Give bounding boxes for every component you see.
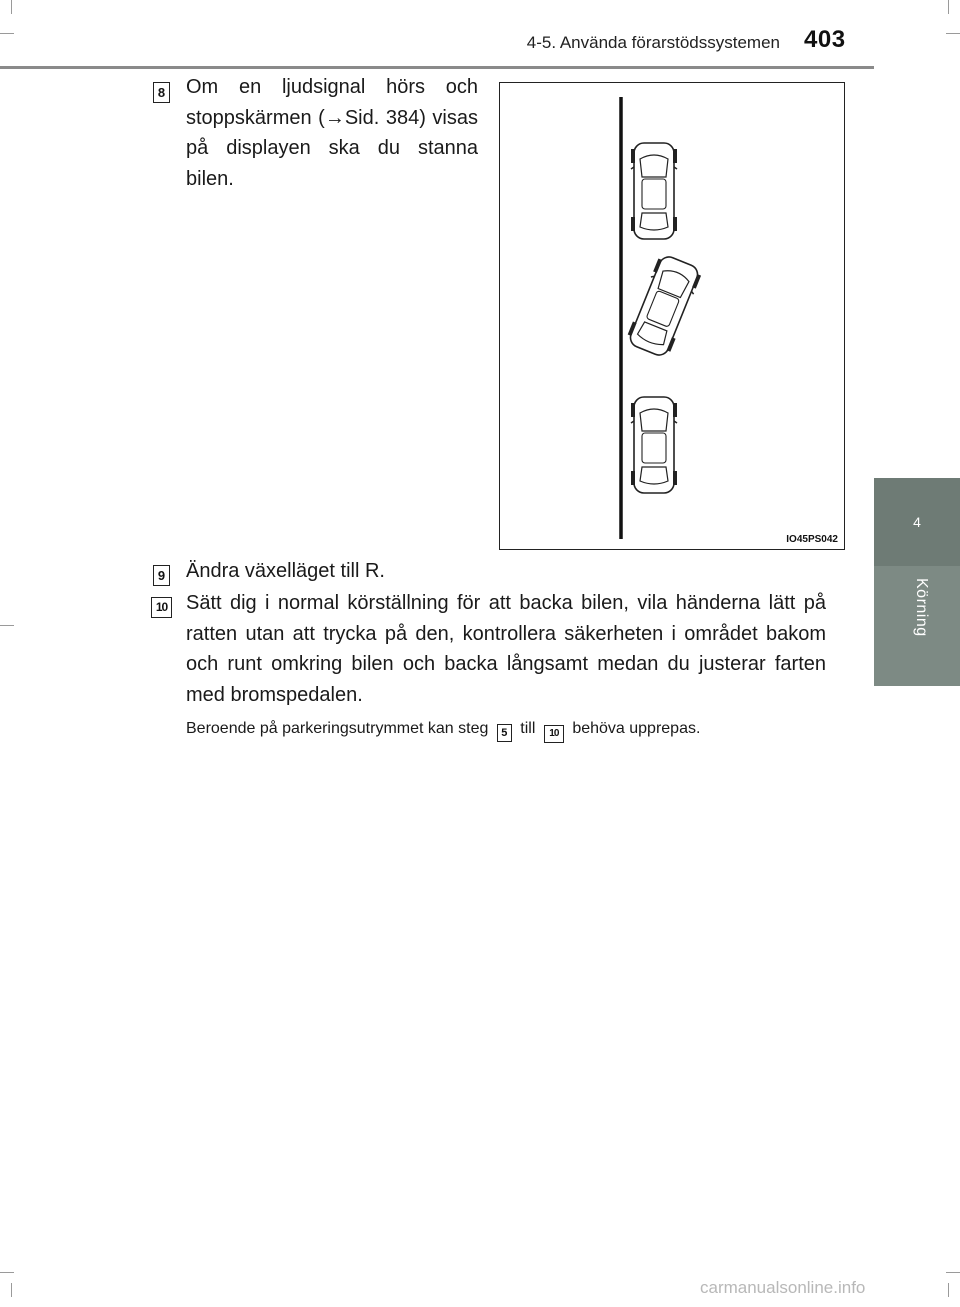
- parallel-parking-diagram: [499, 82, 845, 550]
- crop-mark: [948, 0, 949, 14]
- note-step-to: 10: [544, 725, 564, 743]
- note-text-middle: till: [520, 720, 536, 737]
- watermark: carmanualsonline.info: [700, 1278, 866, 1297]
- crop-mark: [948, 1283, 949, 1297]
- step-9-text: Ändra växelläget till R.: [186, 560, 385, 582]
- step-number-9: 9: [153, 565, 170, 586]
- crop-mark: [11, 1283, 12, 1297]
- crop-mark: [946, 1272, 960, 1273]
- step-10-text: Sätt dig i normal körställning för att backa bilen, vila händerna lätt på ratten utan att trycka på den, kontrollera säkerheten i området bakom och runt omkring bilen och backa långsamt medan du justerar farten med bromspedalen.: [186, 592, 826, 706]
- crop-mark: [11, 0, 12, 14]
- note-step-from: 5: [497, 724, 512, 742]
- note-text-before: Beroende på parkeringsutrymmet kan steg: [186, 720, 489, 737]
- crop-mark: [0, 1272, 14, 1273]
- note-text-after: behöva upprepas.: [572, 720, 701, 737]
- header-rule: [0, 66, 874, 69]
- repeat-note: [186, 720, 700, 743]
- page-number: 403: [804, 26, 846, 53]
- chapter-number: 4: [874, 478, 960, 566]
- figure-code: IO45PS042: [786, 534, 838, 545]
- parked-car-front: [631, 143, 677, 239]
- crop-mark: [946, 33, 960, 34]
- crop-mark: [0, 625, 14, 626]
- crop-mark: [0, 33, 14, 34]
- step-8-text: Om en ljudsignal hörs och stoppskärmen (→Sid. 384) visas på displayen ska du stanna bilen.: [186, 76, 478, 190]
- section-title: 4-5. Använda förarstödssystemen: [526, 33, 780, 52]
- parked-car-rear: [631, 397, 677, 493]
- step-number-10: 10: [151, 597, 172, 618]
- maneuvering-car: [625, 253, 704, 359]
- step-number-8: 8: [153, 82, 170, 103]
- chapter-label: Körning: [913, 578, 930, 637]
